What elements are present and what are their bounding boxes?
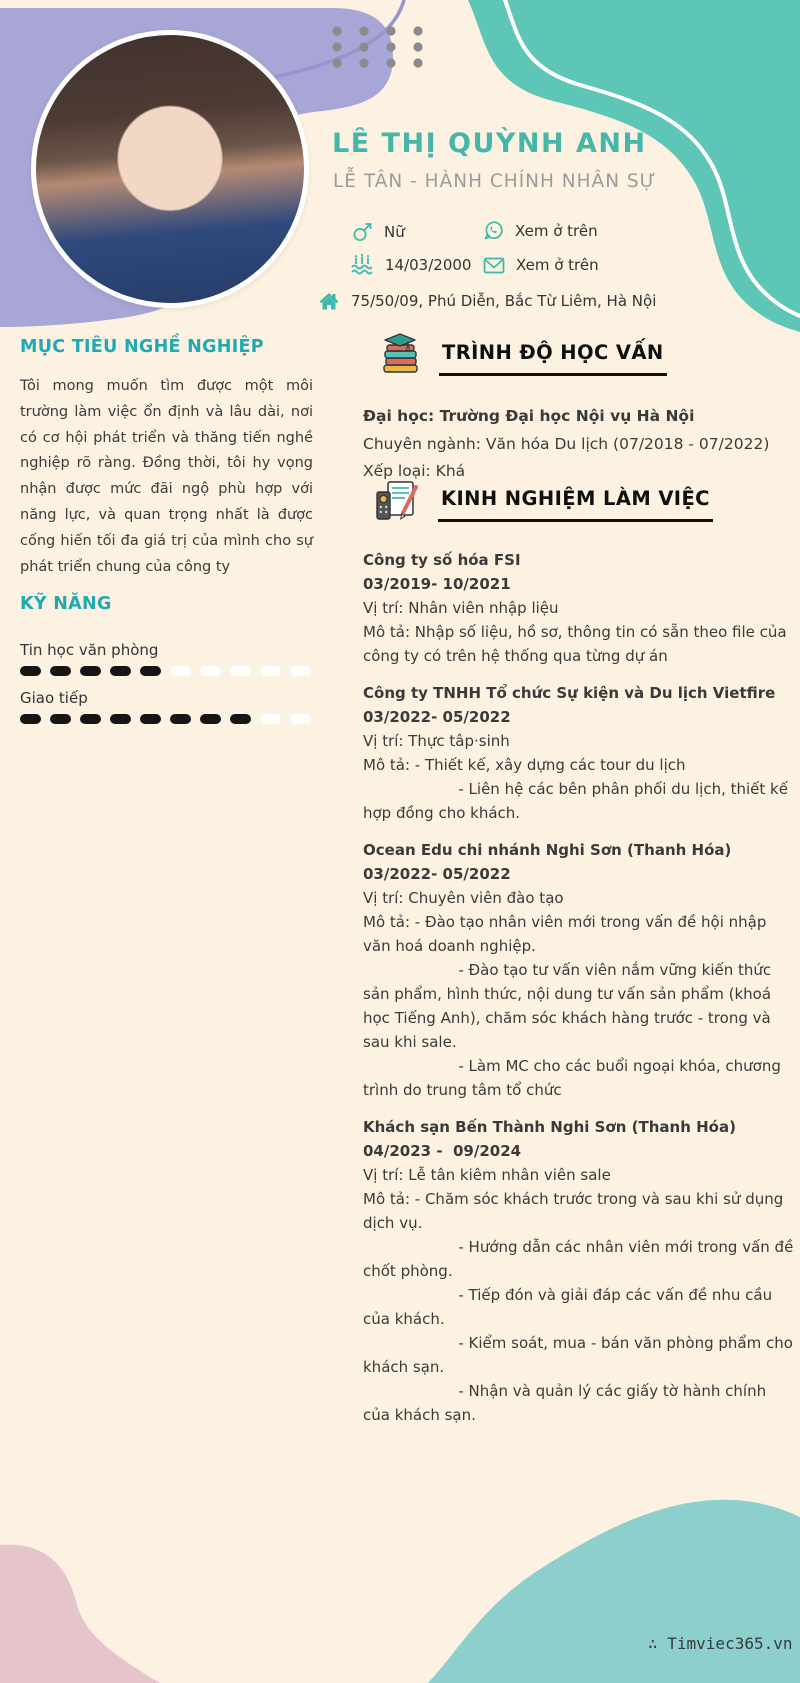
birthday-cake-icon (350, 254, 374, 275)
experience-line: - Tiếp đón và giải đáp các vấn đề nhu cầu của khách. (363, 1286, 777, 1328)
gender-value: Nữ (384, 222, 405, 241)
birthday-value: 14/03/2000 (385, 255, 472, 274)
objective-text: Tôi mong muốn tìm được một môi trường làm việc ổn định và lâu dài, nơi có cơ hội phát triển và thăng tiến nghề nghiệp rõ ràng. Đồng thời, tôi hy vọng nhận được mức đãi ngộ phù hợp với năng lực, và quan trọng nhất là được cống hiến tối đa giá trị của mình cho sự phát triển chung của công ty (20, 378, 313, 575)
candidate-name: LÊ THỊ QUỲNH ANH (332, 128, 647, 159)
experience-line: Vị trí: Nhân viên nhập liệu (363, 599, 559, 617)
experience-icon (375, 479, 421, 523)
teal-blob-bottom-right (428, 1500, 800, 1683)
mail-icon (483, 257, 505, 274)
experience-line: 04/2023 - 09/2024 (363, 1142, 522, 1160)
phone-value: Xem ở trên (515, 221, 598, 240)
experience-line: Vị trí: Lễ tân kiêm nhân viên sale (363, 1166, 611, 1184)
experience-line: Công ty TNHH Tổ chức Sự kiện và Du lịch Vietfire (363, 684, 776, 702)
experience-line: - Kiểm soát, mua - bán văn phòng phẩm cho khách sạn. (363, 1334, 798, 1376)
experience-line: - Đào tạo tư vấn viên nắm vững kiến thức sản phẩm, hình thức, nội dung tư vấn sản phẩm (khoá học Tiếng Anh), chăm sóc khách hàng trước - trong và sau khi sale. (363, 961, 776, 1051)
experience-line: Khách sạn Bến Thành Nghi Sơn (Thanh Hóa) (363, 1118, 736, 1136)
skills-list (20, 641, 322, 737)
experience-line: 03/2019- 10/2021 (363, 575, 511, 593)
info-gender (352, 220, 405, 243)
experience-line: - Liên hệ các bên phân phối du lịch, thiết kế hợp đồng cho khách. (363, 780, 793, 822)
whatsapp-icon (483, 220, 504, 241)
experience-line: 03/2022- 05/2022 (363, 865, 511, 883)
experience-line: Mô tả: Nhập số liệu, hồ sơ, thông tin có sẵn theo file của công ty có trên hệ thống qua từng dự án (363, 623, 792, 665)
experience-line: Vị trí: Chuyên viên đào tạo (363, 889, 564, 907)
profile-photo (31, 30, 309, 308)
experience-line: Công ty số hóa FSI (363, 551, 521, 569)
experience-entries (363, 535, 799, 1427)
experience-line: 03/2022- 05/2022 (363, 708, 511, 726)
skill-level-bar (20, 666, 322, 676)
experience-line: Ocean Edu chi nhánh Nghi Sơn (Thanh Hóa) (363, 841, 732, 859)
education-details (363, 403, 796, 486)
skill-item (20, 689, 322, 724)
education-section-header (378, 338, 667, 378)
objective-heading: MỤC TIÊU NGHỀ NGHIỆP (20, 337, 264, 357)
skills-heading: KỸ NĂNG (20, 594, 112, 614)
skill-label: Tin học văn phòng (20, 641, 159, 659)
address-value: 75/50/09, Phú Diễn, Bắc Từ Liêm, Hà Nội (351, 292, 657, 310)
education-grade: Xếp loại: Khá (363, 462, 466, 480)
education-major: Chuyên ngành: Văn hóa Du lịch (07/2018 - 07/2022) (363, 434, 770, 453)
experience-line: Mô tả: - Chăm sóc khách trước trong và sau khi sử dụng dịch vụ. (363, 1190, 789, 1232)
education-section-title: TRÌNH ĐỘ HỌC VẤN (439, 341, 667, 376)
experience-section-title: KINH NGHIỆM LÀM VIỆC (438, 487, 713, 522)
experience-section-header (375, 485, 713, 523)
experience-line: Mô tả: - Thiết kế, xây dựng các tour du lịch (363, 756, 686, 774)
teal-blob-top-right (468, 0, 800, 332)
info-email (483, 256, 599, 274)
info-address (318, 291, 656, 311)
skill-level-bar (20, 714, 322, 724)
experience-line: Vị trí: Thực tâp·sinh (363, 732, 510, 750)
info-birthday (350, 254, 471, 275)
experience-line: Mô tả: - Đào tạo nhân viên mới trong vấn đề hội nhập văn hoá doanh nghiệp. (363, 913, 772, 955)
email-value: Xem ở trên (516, 256, 599, 274)
home-icon (318, 291, 340, 311)
info-phone (483, 220, 598, 241)
experience-line: - Làm MC cho các buổi ngoại khóa, chương trình do trung tâm tổ chức (363, 1057, 786, 1099)
pink-blob-bottom-left (0, 1545, 160, 1683)
skill-item (20, 641, 322, 676)
skill-label: Giao tiếp (20, 689, 88, 707)
watermark: ∴ Timviec365.vn (648, 1634, 793, 1653)
education-icon (378, 332, 422, 378)
experience-line: - Hướng dẫn các nhân viên mới trong vấn đề chốt phòng. (363, 1238, 799, 1280)
gender-icon (352, 220, 373, 243)
education-degree: Đại học: Trường Đại học Nội vụ Hà Nội (363, 407, 695, 425)
experience-line: - Nhận và quản lý các giấy tờ hành chính của khách sạn. (363, 1382, 771, 1424)
candidate-job-title: LỄ TÂN - HÀNH CHÍNH NHÂN SỰ (333, 171, 657, 192)
